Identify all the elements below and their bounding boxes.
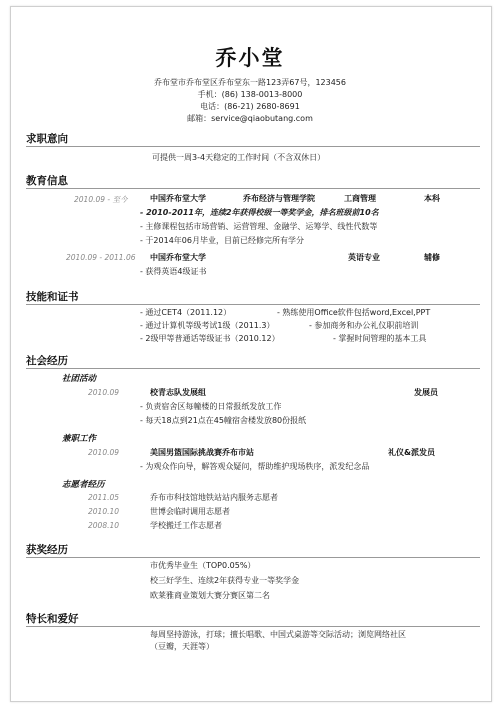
edu-2-date: 2010.09 - 2011.06 — [66, 253, 136, 262]
edu-2-degree: 辅修 — [424, 253, 440, 262]
edu-1-degree: 本科 — [424, 194, 440, 203]
section-rule — [26, 304, 480, 305]
section-rule — [26, 557, 480, 558]
club-role: 发展员 — [414, 388, 438, 397]
edu-2-school: 中国乔布堂大学 — [150, 253, 206, 262]
skill-right: - 参加商务和办公礼仪职前培训 — [309, 321, 419, 330]
section-title-hobbies: 特长和爱好 — [26, 613, 79, 625]
part-date: 2010.09 — [88, 448, 120, 457]
edu-1-major: 工商管理 — [344, 194, 376, 203]
part-label: 兼职工作 — [62, 434, 97, 444]
intent-text: 可提供一周3-4天稳定的工作时间（不含双休日） — [152, 153, 326, 162]
volunteer-date: 2008.10 — [88, 521, 120, 530]
skill-left: - 通过CET4（2011.12） — [140, 308, 232, 317]
section-title-skills: 技能和证书 — [26, 291, 79, 303]
volunteer-text: 学校搬迁工作志愿者 — [150, 521, 222, 530]
section-title-intent: 求职意向 — [26, 133, 68, 145]
club-date: 2010.09 — [88, 388, 120, 397]
hobby-text: 每周坚持游泳，打球；擅长唱歌、中国式桌游等交际活动；浏览网络社区 — [150, 630, 406, 639]
edu-1-school: 中国乔布堂大学 — [150, 194, 206, 203]
email: 邮箱：service@qiaobutang.com — [187, 114, 313, 123]
mobile: 手机：(86) 138-0013-8000 — [197, 90, 303, 99]
edu-1-date: 2010.09 - 至今 — [74, 195, 128, 204]
section-rule — [26, 146, 480, 147]
address: 乔布堂市乔布堂区乔布堂东一路123弄67号，123456 — [154, 78, 346, 87]
part-bullet: - 为观众作向导，解答观众疑问，帮助维护现场秩序，派发纪念品 — [140, 462, 370, 471]
edu-2-bullet: - 获得英语4级证书 — [140, 267, 207, 276]
skill-right: - 熟练使用Office软件包括word,Excel,PPT — [277, 308, 431, 317]
edu-1-bullet: - 于2014年06月毕业，目前已经修完所有学分 — [140, 236, 304, 245]
edu-1-bullet: - 2010-2011年，连续2年获得校级一等奖学金，排名班级前10名 — [140, 208, 379, 217]
volunteer-date: 2011.05 — [88, 493, 120, 502]
part-role: 礼仪&派发员 — [388, 448, 435, 457]
skill-left: - 通过计算机等级考试1级（2011.3） — [140, 321, 275, 330]
award-item: 校三好学生、连续2年获得专业一等奖学金 — [150, 576, 300, 585]
section-title-awards: 获奖经历 — [26, 544, 68, 556]
section-rule — [26, 368, 480, 369]
section-rule — [26, 626, 480, 627]
part-org: 美国男篮国际挑战赛乔布市站 — [150, 448, 254, 457]
volunteer-label: 志愿者经历 — [62, 480, 105, 490]
skill-left: - 2级甲等普通话等级证书（2010.12） — [140, 334, 280, 343]
club-label: 社团活动 — [62, 374, 97, 384]
club-org: 校青志队发展组 — [150, 388, 206, 397]
award-item: 市优秀毕业生（TOP0.05%） — [150, 561, 256, 570]
volunteer-text: 世博会临时调用志愿者 — [150, 507, 230, 516]
section-title-social: 社会经历 — [26, 355, 68, 367]
hobby-text: （豆瓣，天涯等） — [150, 642, 214, 651]
club-bullet: - 每天18点到21点在45幢宿舍楼发放80份报纸 — [140, 416, 307, 425]
volunteer-date: 2010.10 — [88, 507, 120, 516]
resume-name: 乔小堂 — [215, 46, 285, 70]
club-bullet: - 负责宿舍区每幢楼的日常报纸发放工作 — [140, 402, 282, 411]
edu-2-major: 英语专业 — [348, 253, 380, 262]
skill-right: - 掌握时间管理的基本工具 — [333, 334, 427, 343]
phone: 电话：(86-21) 2680-8691 — [200, 102, 300, 111]
section-title-education: 教育信息 — [26, 175, 68, 187]
award-item: 欧莱雅商业策划大赛分赛区第二名 — [150, 591, 270, 600]
edu-1-college: 乔布经济与管理学院 — [243, 194, 315, 203]
edu-1-bullet: - 主修课程包括市场营销、运营管理、金融学、运筹学、线性代数等 — [140, 222, 378, 231]
volunteer-text: 乔布市科技馆地铁站站内服务志愿者 — [150, 493, 278, 502]
section-rule — [26, 188, 480, 189]
